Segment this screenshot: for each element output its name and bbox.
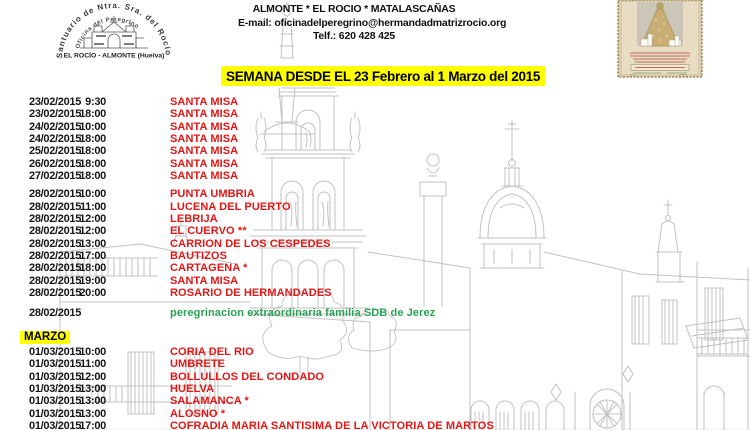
event-date: 01/03/2015: [29, 358, 82, 371]
event-date: 27/02/2015: [29, 170, 82, 183]
event-time: 20:00: [79, 287, 106, 300]
event-time: 18:00: [79, 108, 106, 121]
event-time: 18:00: [79, 157, 106, 170]
schedule-row: [0, 213, 750, 225]
event-title: SANTA MISA: [170, 133, 239, 146]
schedule-section: [0, 327, 750, 430]
event-date: 01/03/2015: [29, 345, 82, 358]
event-date: 01/03/2015: [29, 419, 82, 430]
schedule-row: [0, 408, 750, 420]
event-date: 01/03/2015: [29, 395, 82, 408]
schedule-row: [0, 225, 750, 237]
event-time: 13:00: [79, 237, 106, 250]
event-title: SANTA MISA: [170, 96, 239, 108]
contact-phone: Telf.: 620 428 425: [312, 30, 395, 42]
event-title: CARRION DE LOS CESPEDES: [170, 237, 331, 250]
event-time: 18:00: [79, 262, 106, 275]
event-title: SANTA MISA: [170, 274, 239, 287]
event-time: 13:00: [79, 382, 106, 395]
event-title: COFRADIA MARIA SANTISIMA DE LA VICTORIA DE MARTOS: [170, 419, 494, 430]
event-date: 28/02/2015: [29, 306, 82, 319]
event-time: 18:00: [79, 133, 106, 146]
schedule-row: [0, 346, 750, 358]
schedule-row: [0, 395, 750, 407]
event-time: 13:00: [79, 395, 106, 408]
event-title: SALAMANCA *: [170, 395, 249, 408]
schedule-row: [0, 262, 750, 274]
schedule-row: [0, 96, 750, 108]
event-time: 9:30: [85, 96, 106, 108]
event-title: SANTA MISA: [170, 145, 239, 158]
schedule-row: [0, 420, 750, 430]
event-time: 10:00: [79, 345, 106, 358]
schedule-row: [0, 275, 750, 287]
event-time: 19:00: [79, 274, 106, 287]
event-date: 28/02/2015: [29, 250, 82, 263]
event-date: 28/02/2015: [29, 200, 82, 213]
event-title: UMBRETE: [170, 358, 226, 371]
event-time: 11:00: [79, 200, 106, 213]
contact-email: E-mail: oficinadelperegrino@hermandadmatrizrocio.org: [238, 16, 507, 29]
schedule-row: [0, 145, 750, 157]
event-date: 28/02/2015: [29, 287, 82, 300]
event-title: PUNTA UMBRIA: [170, 188, 255, 201]
event-title: SANTA MISA: [170, 170, 239, 183]
event-time: 13:00: [79, 407, 106, 420]
event-title: ALOSNO *: [170, 407, 226, 420]
event-time: 10:00: [79, 120, 106, 133]
event-title: LEBRIJA: [170, 213, 218, 226]
event-date: 28/02/2015: [29, 225, 82, 238]
contact-header: [238, 3, 507, 44]
event-date: 28/02/2015: [29, 213, 82, 226]
event-time: 18:00: [79, 170, 106, 183]
event-title: SANTA MISA: [170, 157, 239, 170]
event-date: 01/03/2015: [29, 382, 82, 395]
event-title: BAUTIZOS: [170, 250, 228, 263]
stamp-arc-outer-text: Santuario de Ntra. Sra. del Rocío: [54, 0, 173, 59]
schedule-row: [0, 158, 750, 170]
event-time: 10:00: [79, 188, 106, 201]
schedule-row: [0, 238, 750, 250]
event-title: SANTA MISA: [170, 120, 239, 133]
event-time: 12:00: [79, 370, 106, 383]
event-title: HUELVA: [170, 382, 215, 395]
stamp-arc-inner-text: Oficina del Peregrino: [75, 16, 140, 50]
event-time: 12:00: [79, 213, 106, 226]
schedule-row: [0, 108, 750, 120]
event-title: CORIA DEL RIO: [170, 345, 254, 358]
event-date: 01/03/2015: [29, 370, 82, 383]
event-title: peregrinacion extraordinaria familia SDB de Jerez: [170, 306, 436, 319]
event-title: EL CUERVO **: [170, 225, 247, 238]
schedule-section: [0, 307, 750, 319]
event-date: 28/02/2015: [29, 262, 82, 275]
event-date: 28/02/2015: [29, 274, 82, 287]
page-title: SEMANA DESDE EL 23 Febrero al 1 Marzo del 2015: [221, 66, 545, 86]
schedule-row: [0, 371, 750, 383]
schedule-row: [0, 188, 750, 200]
schedule-row: [0, 383, 750, 395]
event-time: 11:00: [79, 358, 106, 371]
virgin-poster-image: [617, 0, 703, 78]
event-date: 26/02/2015: [29, 157, 82, 170]
event-title: BOLLULLOS DEL CONDADO: [170, 370, 325, 383]
schedule-row: [0, 170, 750, 182]
event-date: 24/02/2015: [29, 133, 82, 146]
schedule-section: [0, 96, 750, 182]
event-date: 24/02/2015: [29, 120, 82, 133]
event-time: 17:00: [79, 419, 106, 430]
event-title: CARTAGENA *: [170, 262, 248, 275]
event-date: 28/02/2015: [29, 237, 82, 250]
event-date: 28/02/2015: [29, 188, 82, 201]
event-title: SANTA MISA: [170, 108, 239, 121]
schedule-section: [0, 188, 750, 299]
month-header: MARZO: [20, 331, 70, 344]
event-date: 25/02/2015: [29, 145, 82, 158]
schedule-row: [0, 250, 750, 262]
event-date: 23/02/2015: [29, 96, 82, 108]
event-time: 12:00: [79, 225, 106, 238]
stamp-caption: EL ROCÍO - ALMONTE (Huelva): [63, 52, 165, 60]
event-date: 01/03/2015: [29, 407, 82, 420]
schedule-row: [0, 133, 750, 145]
schedule-row: [0, 201, 750, 213]
schedule-row: [0, 358, 750, 370]
svg-text:Santuario de Ntra. Sra. del Ro: [55, 1, 173, 59]
schedule-row: [0, 287, 750, 299]
event-title: LUCENA DEL PUERTO: [170, 200, 291, 213]
event-time: 17:00: [79, 250, 106, 263]
event-date: 23/02/2015: [29, 108, 82, 121]
schedule-row: [0, 307, 750, 319]
contact-places: ALMONTE * EL ROCIO * MATALASCAÑAS: [252, 3, 456, 15]
schedule: [0, 96, 750, 430]
event-time: 18:00: [79, 145, 106, 158]
schedule-row: [0, 121, 750, 133]
sanctuary-stamp-logo: [50, 0, 176, 62]
event-title: ROSARIO DE HERMANDADES: [170, 287, 332, 300]
